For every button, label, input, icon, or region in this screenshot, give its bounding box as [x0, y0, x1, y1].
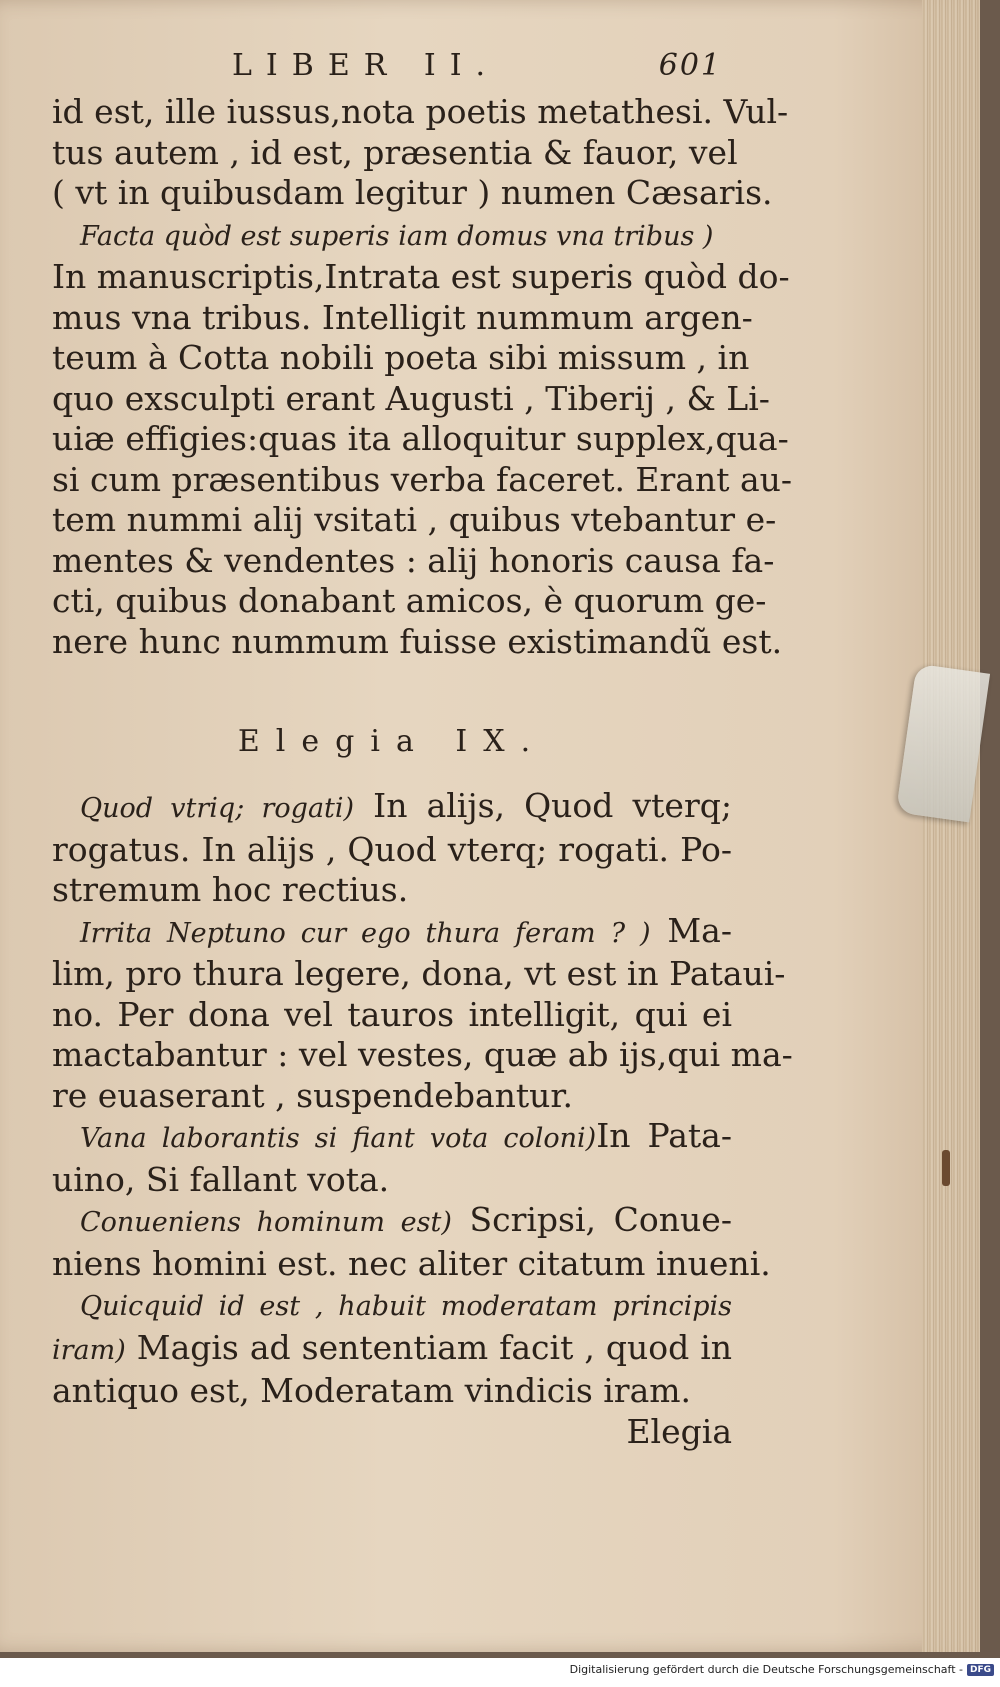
text-line: teum à Cotta nobili poeta sibi missum , in — [52, 338, 750, 377]
lemma: Vana laborantis si fiant vota coloni) — [80, 1123, 597, 1154]
text-line: mus vna tribus. Intelligit nummum argen- — [52, 297, 753, 337]
lemma: Facta quòd est superis iam domus vna tribus ) — [80, 220, 714, 252]
text-line: si cum præsentibus verba faceret. Erant au- — [52, 459, 793, 499]
text-line: uiæ effigies:quas ita alloquitur supplex,qua- — [52, 419, 789, 458]
text-line: tem nummi alij vsitati , quibus vtebantur e- — [52, 500, 777, 539]
lemma: Conueniens hominum est) — [80, 1207, 452, 1238]
text-line: uino, Si fallant vota. — [52, 1159, 390, 1199]
note-first-line — [52, 1116, 732, 1160]
text-line: lim, pro thura legere, dona, vt est in Pataui- — [52, 954, 786, 993]
note-first-line — [52, 1200, 732, 1244]
note-first-line — [52, 911, 732, 955]
text-line: cti, quibus donabant amicos, è quorum ge- — [52, 581, 767, 620]
dfg-logo: DFG — [967, 1664, 994, 1676]
commentary-block-1 — [52, 92, 789, 214]
lemma: iram) — [52, 1334, 126, 1366]
text-line: no. Per dona vel tauros intelligit, qui ei — [52, 994, 732, 1034]
text-line: stremum hoc rectius. — [52, 870, 409, 909]
note-first-line — [52, 1284, 732, 1328]
page-text — [52, 48, 793, 1452]
text-line: antiquo est, Moderatam vindicis iram. — [52, 1371, 692, 1410]
note-3 — [52, 1116, 732, 1200]
lemma: Quod vtriq; rogati) — [80, 793, 355, 824]
text-line: mactabantur : vel vestes, quæ ab ijs,qui ma- — [52, 1035, 793, 1074]
text-line: rogatus. In alijs , Quod vterq; rogati. Po- — [52, 829, 732, 869]
lemma: Quicquid id est , habuit moderatam principis — [80, 1291, 732, 1322]
digitization-footer — [570, 1663, 994, 1676]
note-first-line — [52, 786, 732, 830]
note-text: Scripsi, Conue- — [451, 1200, 732, 1239]
running-head — [52, 48, 732, 92]
text-line: tus autem , id est, præsentia & fauor, vel — [52, 132, 738, 172]
folio-number: 601 — [658, 48, 722, 83]
note-second-line — [52, 1328, 732, 1372]
lemma-line — [52, 214, 732, 258]
note-1 — [52, 786, 732, 911]
note-text: In alijs, Quod vterq; — [354, 786, 732, 825]
text-line: quo exsculpti erant Augusti , Tiberij , & Li- — [52, 378, 770, 418]
text-line: ( vt in quibusdam legitur ) numen Cæsaris. — [52, 173, 773, 212]
text-line: id est, ille iussus,nota poetis metathesi. Vul- — [52, 92, 789, 131]
note-4 — [52, 1200, 771, 1284]
text-line: nere hunc nummum fuisse existimandũ est. — [52, 621, 783, 661]
footer-credit: Digitalisierung gefördert durch die Deutsche Forschungsgemeinschaft - — [569, 1663, 963, 1676]
note-text: Ma- — [650, 910, 732, 950]
note-5 — [52, 1284, 732, 1412]
text-line: niens homini est. nec aliter citatum inueni. — [52, 1243, 771, 1283]
text-line: In manuscriptis,Intrata est superis quòd do- — [52, 257, 790, 296]
catchword: Elegia — [626, 1411, 732, 1451]
running-title: LIBER II. — [232, 48, 500, 83]
page-pin — [942, 1150, 950, 1186]
section-title: Elegia IX. — [237, 724, 547, 759]
page-edges — [922, 0, 980, 1652]
note-text: In Pata- — [596, 1116, 732, 1155]
note-2 — [52, 910, 793, 1117]
commentary-block-2 — [52, 214, 793, 663]
text-line: re euaserant , suspendebantur. — [52, 1075, 574, 1115]
lemma: Irrita Neptuno cur ego thura feram ? ) — [80, 917, 651, 949]
text-line: mentes & vendentes : alij honoris causa fa- — [52, 540, 775, 580]
note-text: Magis ad sententiam facit , quod in — [125, 1327, 732, 1367]
